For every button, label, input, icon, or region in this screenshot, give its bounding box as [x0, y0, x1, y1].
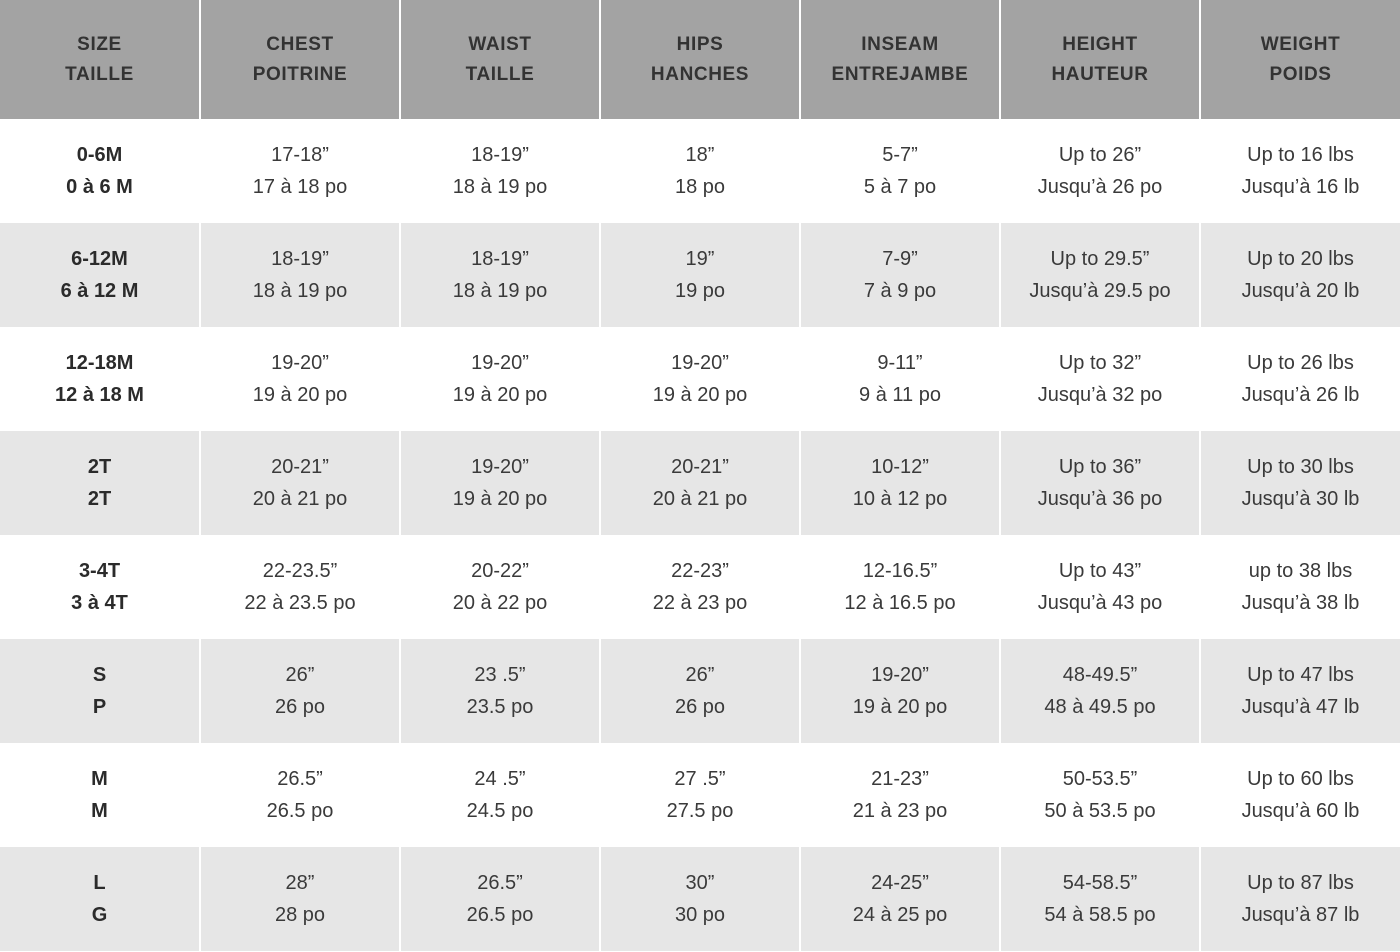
column-header-chest [200, 0, 400, 119]
table-row [0, 431, 1400, 535]
table-row [0, 743, 1400, 847]
cell-chest [200, 535, 400, 639]
cell-size [0, 223, 200, 327]
cell-hips [600, 639, 800, 743]
table-row [0, 119, 1400, 223]
cell-height-fr: Jusqu’à 32 po [1037, 384, 1163, 406]
cell-chest-fr: 22 à 23.5 po [244, 592, 356, 614]
cell-waist-en: 26.5” [477, 871, 523, 894]
cell-waist [400, 535, 600, 639]
cell-weight [1200, 119, 1400, 223]
cell-chest [200, 639, 400, 743]
cell-hips [600, 223, 800, 327]
cell-weight-en: Up to 20 lbs [1247, 247, 1354, 270]
cell-size-fr: M [91, 800, 108, 822]
table-body [0, 119, 1400, 951]
cell-waist-en: 18-19” [471, 247, 529, 270]
cell-chest-fr: 20 à 21 po [252, 488, 348, 510]
cell-height [1000, 847, 1200, 951]
cell-hips [600, 847, 800, 951]
cell-inseam-en: 24-25” [871, 871, 929, 894]
column-header-chest-en: CHEST [266, 34, 334, 56]
cell-weight-en: up to 38 lbs [1248, 559, 1353, 582]
cell-waist-en: 19-20” [471, 455, 529, 478]
cell-weight-fr: Jusqu’à 38 lb [1241, 592, 1360, 614]
cell-height [1000, 639, 1200, 743]
cell-waist-en: 20-22” [471, 559, 529, 582]
cell-waist-fr: 20 à 22 po [452, 592, 548, 614]
cell-height-fr: 54 à 58.5 po [1044, 904, 1156, 926]
cell-size-fr: P [92, 696, 107, 718]
cell-weight-en: Up to 16 lbs [1247, 143, 1354, 166]
cell-waist [400, 327, 600, 431]
cell-inseam-fr: 9 à 11 po [859, 384, 941, 406]
cell-weight-fr: Jusqu’à 16 lb [1241, 176, 1360, 198]
cell-inseam-en: 7-9” [882, 247, 918, 270]
cell-hips-fr: 19 po [674, 280, 726, 302]
cell-height-en: 50-53.5” [1062, 767, 1138, 790]
cell-height [1000, 535, 1200, 639]
cell-inseam-en: 10-12” [871, 455, 929, 478]
column-header-weight-en: WEIGHT [1260, 34, 1341, 56]
cell-size-fr: 2T [87, 488, 112, 510]
column-header-height-en: HEIGHT [1062, 34, 1138, 56]
cell-weight-en: Up to 87 lbs [1247, 871, 1354, 894]
cell-inseam-fr: 7 à 9 po [863, 280, 937, 302]
cell-weight-en: Up to 30 lbs [1247, 455, 1354, 478]
column-header-size-en: SIZE [77, 34, 122, 56]
cell-waist-en: 24 .5” [474, 767, 526, 790]
cell-size-fr: 0 à 6 M [66, 176, 133, 198]
column-header-hips-fr: HANCHES [650, 63, 750, 85]
cell-hips-fr: 20 à 21 po [652, 488, 748, 510]
cell-height [1000, 223, 1200, 327]
cell-inseam-en: 12-16.5” [862, 559, 938, 582]
cell-inseam-fr: 12 à 16.5 po [844, 592, 956, 614]
cell-inseam [800, 431, 1000, 535]
column-header-inseam-fr: ENTREJAMBE [831, 63, 969, 85]
cell-hips-en: 19” [685, 247, 715, 270]
column-header-size-fr: TAILLE [65, 63, 134, 85]
cell-inseam [800, 119, 1000, 223]
cell-hips-fr: 18 po [674, 176, 726, 198]
cell-chest [200, 119, 400, 223]
cell-size [0, 639, 200, 743]
cell-waist [400, 431, 600, 535]
cell-chest-fr: 19 à 20 po [252, 384, 348, 406]
cell-waist [400, 223, 600, 327]
cell-size-fr: 3 à 4T [71, 592, 128, 614]
cell-weight-en: Up to 60 lbs [1247, 767, 1354, 790]
cell-inseam-en: 19-20” [871, 663, 929, 686]
cell-inseam-en: 21-23” [871, 767, 929, 790]
cell-hips [600, 431, 800, 535]
cell-weight-fr: Jusqu’à 87 lb [1241, 904, 1360, 926]
cell-height-en: 54-58.5” [1062, 871, 1138, 894]
table-header [0, 0, 1400, 119]
cell-chest [200, 223, 400, 327]
cell-hips-fr: 27.5 po [666, 800, 734, 822]
cell-height [1000, 119, 1200, 223]
cell-hips [600, 535, 800, 639]
column-header-size [0, 0, 200, 119]
column-header-hips-en: HIPS [676, 34, 724, 56]
table-row [0, 327, 1400, 431]
column-header-weight [1200, 0, 1400, 119]
table-row [0, 847, 1400, 951]
column-header-waist-en: WAIST [468, 34, 532, 56]
cell-chest-en: 28” [285, 871, 315, 894]
cell-chest-fr: 17 à 18 po [252, 176, 348, 198]
cell-chest-en: 18-19” [271, 247, 329, 270]
table-row [0, 639, 1400, 743]
cell-height [1000, 431, 1200, 535]
cell-inseam [800, 743, 1000, 847]
column-header-waist-fr: TAILLE [465, 63, 535, 85]
cell-size-en: M [91, 767, 108, 790]
cell-height-fr: 50 à 53.5 po [1044, 800, 1156, 822]
cell-waist-fr: 19 à 20 po [452, 488, 548, 510]
cell-height-fr: Jusqu’à 36 po [1037, 488, 1163, 510]
table-row [0, 223, 1400, 327]
cell-weight [1200, 743, 1400, 847]
column-header-inseam [800, 0, 1000, 119]
cell-weight [1200, 535, 1400, 639]
column-header-height-fr: HAUTEUR [1051, 63, 1149, 85]
cell-weight [1200, 847, 1400, 951]
cell-waist [400, 743, 600, 847]
cell-chest-en: 19-20” [271, 351, 329, 374]
cell-inseam [800, 223, 1000, 327]
cell-waist-fr: 18 à 19 po [452, 176, 548, 198]
cell-waist [400, 119, 600, 223]
cell-hips-fr: 30 po [674, 904, 726, 926]
cell-size-fr: G [91, 904, 108, 926]
cell-inseam-fr: 19 à 20 po [852, 696, 948, 718]
cell-size-en: 3-4T [78, 559, 121, 582]
header-row [0, 0, 1400, 119]
cell-height-fr: Jusqu’à 26 po [1037, 176, 1163, 198]
cell-height-fr: Jusqu’à 29.5 po [1029, 280, 1171, 302]
cell-waist-fr: 26.5 po [466, 904, 534, 926]
cell-chest-fr: 28 po [274, 904, 326, 926]
cell-height [1000, 327, 1200, 431]
column-header-hips [600, 0, 800, 119]
column-header-inseam-en: INSEAM [861, 34, 939, 56]
cell-inseam [800, 535, 1000, 639]
cell-waist-fr: 24.5 po [466, 800, 534, 822]
cell-size [0, 743, 200, 847]
cell-hips [600, 119, 800, 223]
cell-size-en: 0-6M [76, 143, 123, 166]
cell-height-fr: 48 à 49.5 po [1044, 696, 1156, 718]
cell-hips-en: 18” [685, 143, 715, 166]
cell-inseam-fr: 5 à 7 po [863, 176, 937, 198]
cell-hips-en: 22-23” [671, 559, 729, 582]
cell-weight-fr: Jusqu’à 26 lb [1241, 384, 1360, 406]
cell-size-en: S [92, 663, 107, 686]
cell-hips-en: 27 .5” [674, 767, 726, 790]
cell-hips [600, 327, 800, 431]
cell-inseam [800, 639, 1000, 743]
cell-height-en: 48-49.5” [1062, 663, 1138, 686]
cell-size-fr: 12 à 18 M [55, 384, 144, 406]
column-header-chest-fr: POITRINE [252, 63, 348, 85]
cell-inseam [800, 847, 1000, 951]
cell-waist-en: 23 .5” [474, 663, 526, 686]
cell-weight-en: Up to 47 lbs [1247, 663, 1354, 686]
cell-waist-en: 19-20” [471, 351, 529, 374]
cell-size-en: 2T [87, 455, 112, 478]
column-header-height [1000, 0, 1200, 119]
cell-hips-en: 19-20” [671, 351, 729, 374]
cell-chest [200, 431, 400, 535]
cell-size [0, 119, 200, 223]
cell-hips-en: 26” [685, 663, 715, 686]
cell-height-en: Up to 26” [1058, 143, 1142, 166]
cell-hips-en: 20-21” [671, 455, 729, 478]
cell-height-en: Up to 29.5” [1050, 247, 1150, 270]
cell-weight-fr: Jusqu’à 60 lb [1241, 800, 1360, 822]
cell-chest-fr: 26 po [274, 696, 326, 718]
cell-size [0, 847, 200, 951]
cell-weight-fr: Jusqu’à 20 lb [1241, 280, 1360, 302]
cell-chest [200, 743, 400, 847]
cell-size-en: 12-18M [65, 351, 134, 374]
cell-size-en: L [93, 871, 106, 894]
cell-chest [200, 847, 400, 951]
cell-waist [400, 847, 600, 951]
cell-hips-fr: 19 à 20 po [652, 384, 748, 406]
cell-chest-en: 20-21” [271, 455, 329, 478]
cell-inseam-fr: 24 à 25 po [852, 904, 948, 926]
cell-weight-en: Up to 26 lbs [1247, 351, 1354, 374]
cell-inseam [800, 327, 1000, 431]
cell-chest-en: 26” [285, 663, 315, 686]
column-header-weight-fr: POIDS [1269, 63, 1332, 85]
cell-chest-fr: 26.5 po [266, 800, 334, 822]
cell-size [0, 327, 200, 431]
cell-chest-en: 22-23.5” [262, 559, 338, 582]
cell-hips-fr: 22 à 23 po [652, 592, 748, 614]
cell-chest-fr: 18 à 19 po [252, 280, 348, 302]
cell-weight-fr: Jusqu’à 47 lb [1241, 696, 1360, 718]
cell-height-en: Up to 32” [1058, 351, 1142, 374]
cell-inseam-en: 9-11” [877, 351, 923, 374]
cell-waist-en: 18-19” [471, 143, 529, 166]
cell-chest-en: 26.5” [277, 767, 323, 790]
cell-chest-en: 17-18” [271, 143, 329, 166]
cell-height-fr: Jusqu’à 43 po [1037, 592, 1163, 614]
table-row [0, 535, 1400, 639]
cell-inseam-fr: 10 à 12 po [852, 488, 948, 510]
cell-weight [1200, 327, 1400, 431]
cell-inseam-fr: 21 à 23 po [852, 800, 948, 822]
cell-weight [1200, 223, 1400, 327]
cell-size [0, 431, 200, 535]
cell-waist-fr: 23.5 po [466, 696, 534, 718]
cell-waist [400, 639, 600, 743]
column-header-waist [400, 0, 600, 119]
cell-waist-fr: 18 à 19 po [452, 280, 548, 302]
cell-weight [1200, 431, 1400, 535]
cell-height [1000, 743, 1200, 847]
cell-inseam-en: 5-7” [882, 143, 918, 166]
cell-weight [1200, 639, 1400, 743]
cell-size [0, 535, 200, 639]
cell-hips [600, 743, 800, 847]
cell-height-en: Up to 36” [1058, 455, 1142, 478]
cell-size-en: 6-12M [71, 247, 128, 270]
cell-size-fr: 6 à 12 M [60, 280, 139, 302]
cell-weight-fr: Jusqu’à 30 lb [1241, 488, 1360, 510]
cell-chest [200, 327, 400, 431]
cell-height-en: Up to 43” [1058, 559, 1142, 582]
cell-waist-fr: 19 à 20 po [452, 384, 548, 406]
cell-hips-en: 30” [685, 871, 715, 894]
cell-hips-fr: 26 po [674, 696, 726, 718]
